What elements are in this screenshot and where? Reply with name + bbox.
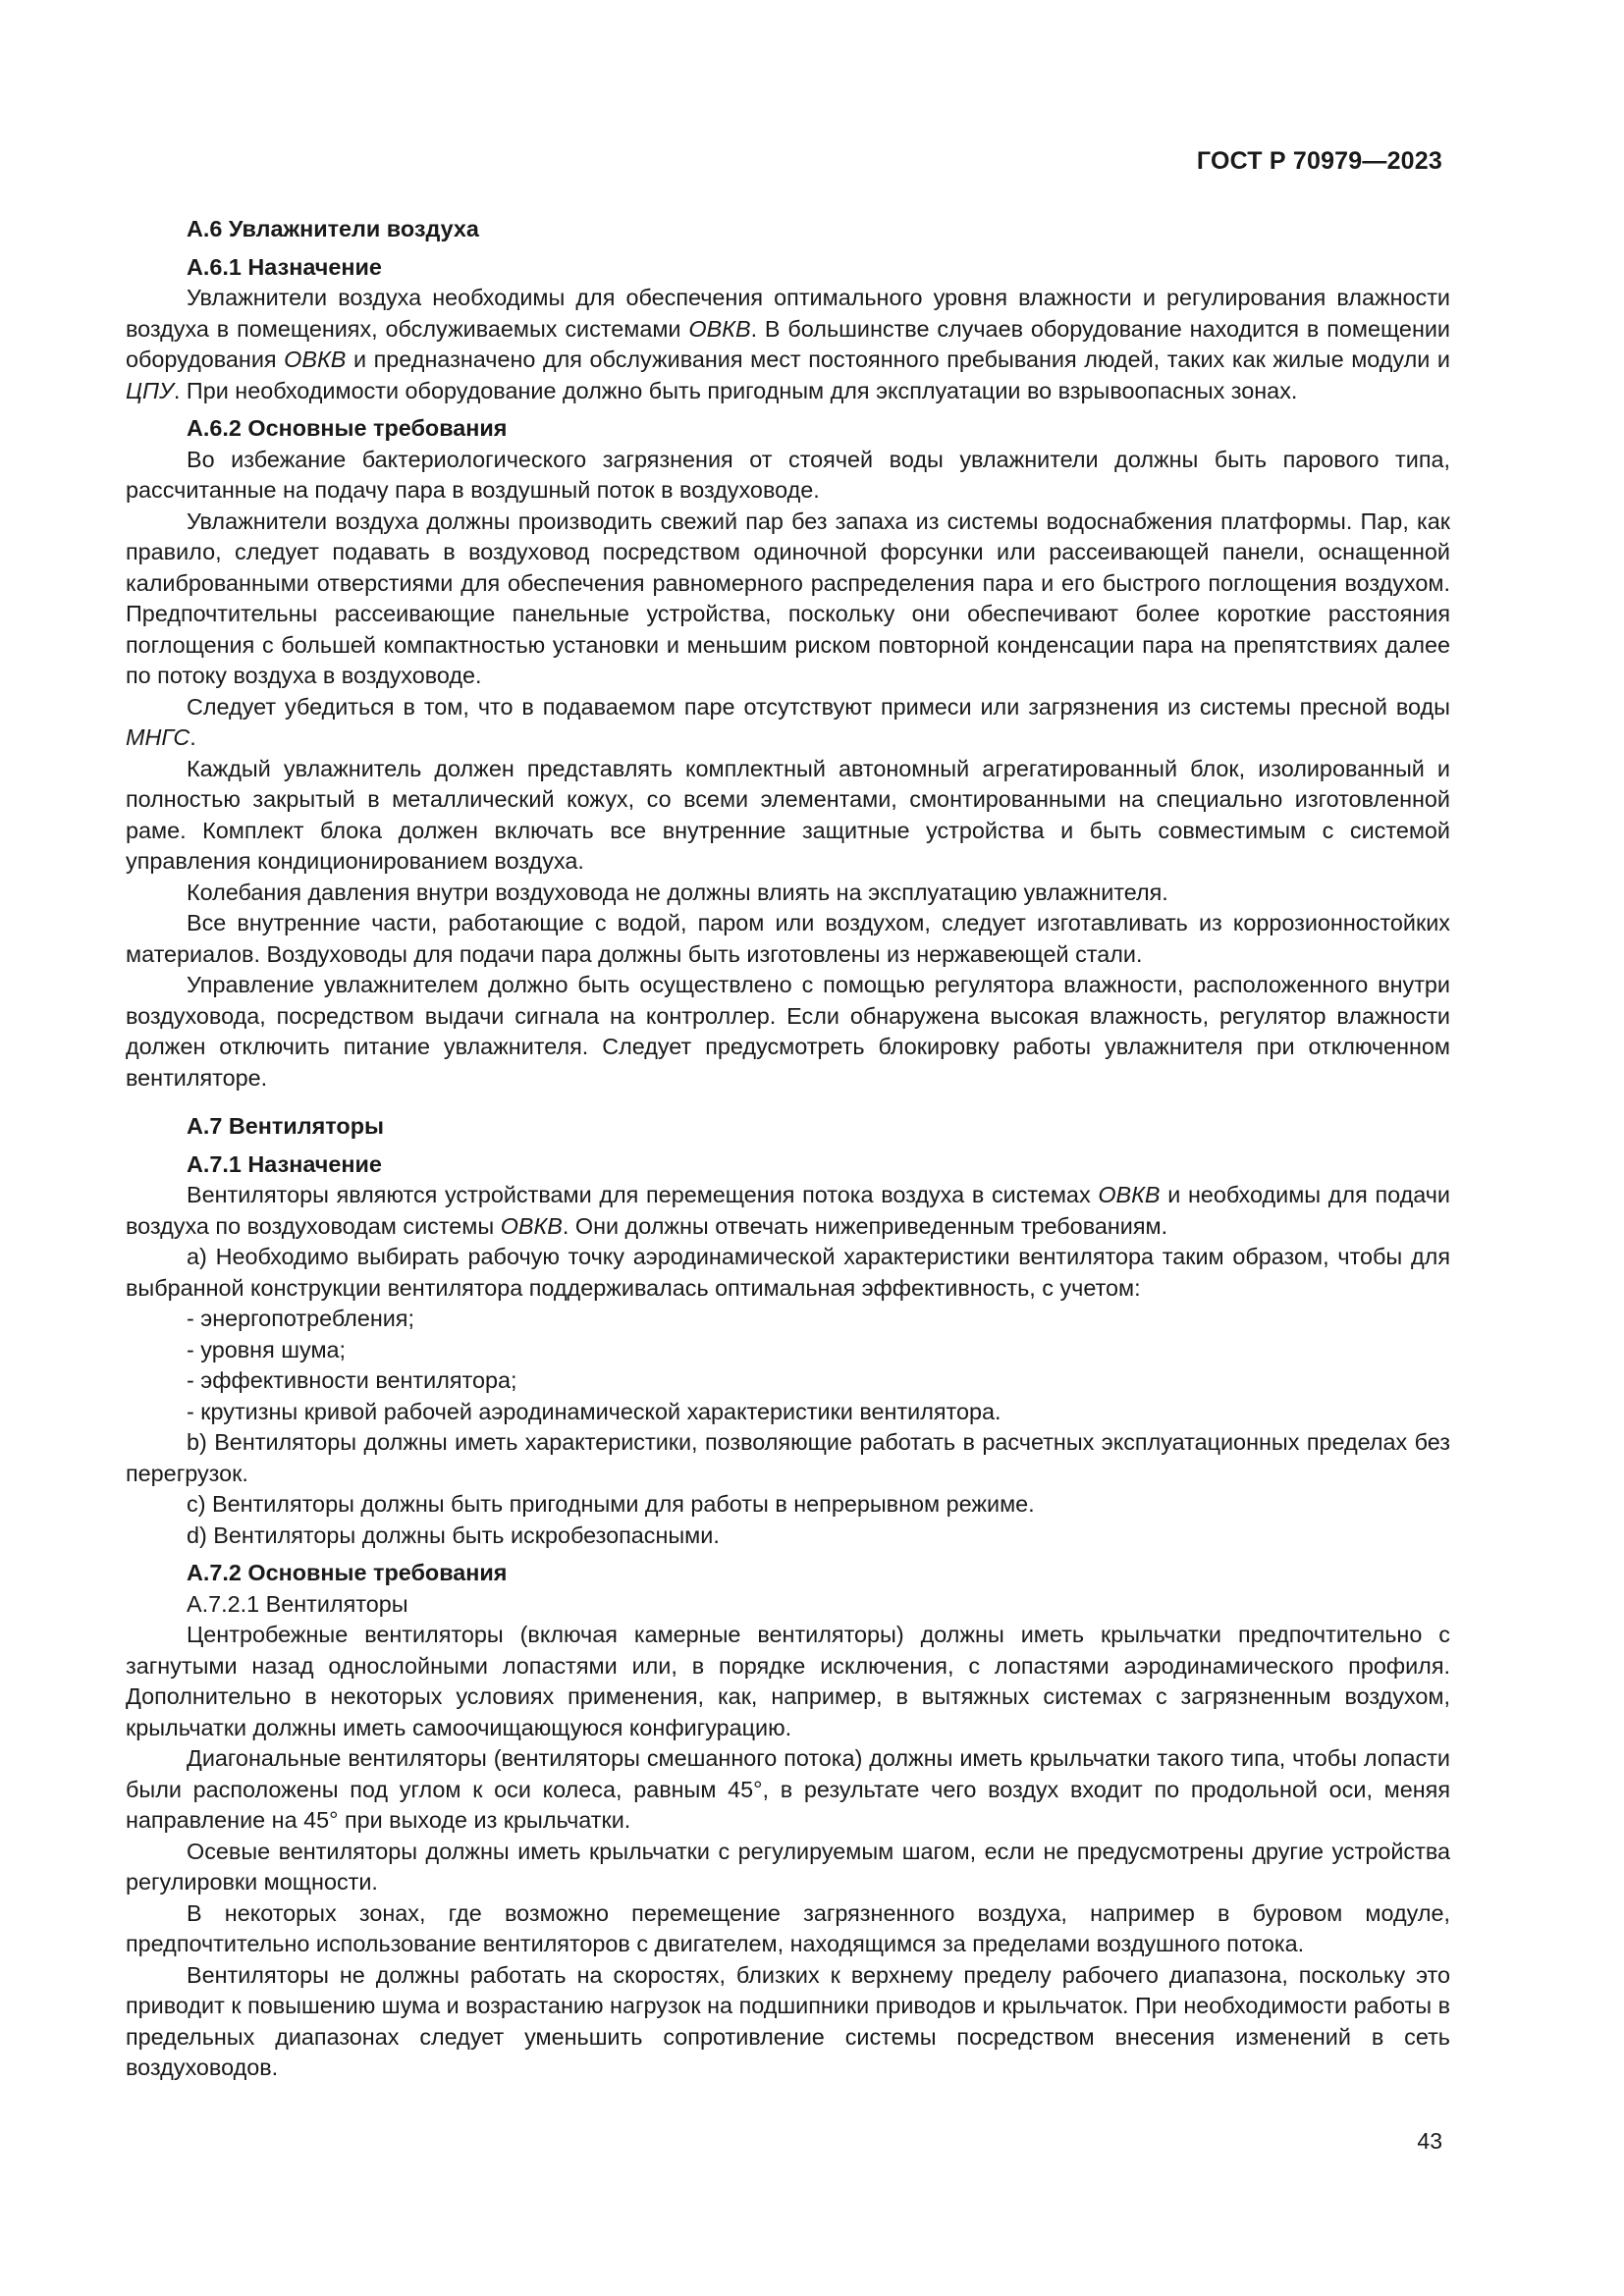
criteria-list bbox=[126, 1304, 1450, 1427]
list-item: - уровня шума; bbox=[187, 1335, 1450, 1366]
paragraph: Увлажнители воздуха необходимы для обеспечения оптимального уровня влажности и регулирования влажности воздуха в помещениях, обслуживаемых системами ОВКВ. В большинстве случаев оборудование находится в помещении оборудования ОВКВ и предназначено для обслуживания мест постоянного пребывания людей, таких как жилые модули и ЦПУ. При необходимости оборудование должно быть пригодным для эксплуатации во взрывоопасных зонах. bbox=[126, 285, 1450, 403]
paragraph: Осевые вентиляторы должны иметь крыльчатки с регулируемым шагом, если не предусмотрены другие устройства регулировки мощности. bbox=[126, 1838, 1450, 1895]
paragraph: Центробежные вентиляторы (включая камерные вентиляторы) должны иметь крыльчатки предпочтительно с загнутыми назад однослойными лопастями или, в порядке исключения, с лопастями аэродинамического профиля. Дополнительно в некоторых условиях применения, как, например, в вытяжных системах с загрязненным воздухом, крыльчатки должны иметь самоочищающуюся конфигурацию. bbox=[126, 1622, 1450, 1740]
paragraph: В некоторых зонах, где возможно перемещение загрязненного воздуха, например в буровом модуле, предпочтительно использование вентиляторов с двигателем, находящимся за пределами воздушного потока. bbox=[126, 1899, 1450, 1956]
paragraph: Все внутренние части, работающие с водой, паром или воздухом, следует изготавливать из коррозионностойких материалов. Воздуховоды для подачи пара должны быть изготовлены из нержавеющей стали. bbox=[126, 910, 1450, 967]
list-item: - крутизны кривой рабочей аэродинамической характеристики вентилятора. bbox=[187, 1397, 1450, 1428]
paragraph: Каждый увлажнитель должен представлять комплектный автономный агрегатированный блок, изолированный и полностью закрытый в металлический кожух, со всеми элементами, смонтированными на специально изготовленной раме. Комплект блока должен включать все внутренние защитные устройства и быть совместимым с системой управления кондиционированием воздуха. bbox=[126, 755, 1450, 874]
list-item: - эффективности вентилятора; bbox=[187, 1365, 1450, 1397]
page-body bbox=[126, 147, 1450, 2084]
section-a6-2-title: А.6.2 Основные требования bbox=[187, 415, 508, 441]
section-a7-title: А.7 Вентиляторы bbox=[187, 1113, 384, 1139]
paragraph: Диагональные вентиляторы (вентиляторы смешанного потока) должны иметь крыльчатки такого типа, чтобы лопасти были расположены под углом к оси колеса, равным 45°, в результате чего воздух входит по продольной оси, меняя направление на 45° при выходе из крыльчатки. bbox=[126, 1745, 1450, 1833]
list-item-d: d) Вентиляторы должны быть искробезопасными. bbox=[187, 1522, 720, 1548]
paragraph: Увлажнители воздуха должны производить свежий пар без запаха из системы водоснабжения платформы. Пар, как правило, следует подавать в воздуховод посредством одиночной форсунки или рассеивающей панели, оснащенной калиброванными отверстиями для обеспечения равномерного распределения пара и его быстрого поглощения воздухом. Предпочтительны рассеивающие панельные устройства, поскольку они обеспечивают более короткие расстояния поглощения с большей компактностью установки и меньшим риском повторной конденсации пара на препятствиях далее по потоку воздуха в воздуховоде. bbox=[126, 507, 1450, 688]
paragraph: Колебания давления внутри воздуховода не должны влиять на эксплуатацию увлажнителя. bbox=[187, 879, 1168, 905]
paragraph: Вентиляторы являются устройствами для перемещения потока воздуха в системах ОВКВ и необходимы для подачи воздуха по воздуховодам системы ОВКВ. Они должны отвечать нижеприведенным требованиям. bbox=[126, 1182, 1450, 1239]
list-item-b: b) Вентиляторы должны иметь характеристики, позволяющие работать в расчетных эксплуатационных пределах без перегрузок. bbox=[126, 1429, 1450, 1486]
list-item-a: а) Необходимо выбирать рабочую точку аэродинамической характеристики вентилятора таким образом, чтобы для выбранной конструкции вентилятора поддерживалась оптимальная эффективность, с учетом: bbox=[126, 1244, 1450, 1301]
paragraph: Вентиляторы не должны работать на скоростях, близких к верхнему пределу рабочего диапазона, поскольку это приводит к повышению шума и возрастанию нагрузок на подшипники приводов и крыльчаток. При необходимости работы в предельных диапазонах следует уменьшить сопротивление системы посредством внесения изменений в сеть воздуховодов. bbox=[126, 1961, 1450, 2080]
section-a6-1-title: А.6.1 Назначение bbox=[187, 253, 382, 280]
paragraph: Следует убедиться в том, что в подаваемом паре отсутствуют примеси или загрязнения из системы пресной воды МНГС. bbox=[126, 693, 1450, 750]
section-a6-title: А.6 Увлажнители воздуха bbox=[187, 216, 479, 241]
page-number: 43 bbox=[1417, 2128, 1442, 2154]
section-a7-2-title: А.7.2 Основные требования bbox=[187, 1560, 508, 1585]
section-a7-2-1-title: А.7.2.1 Вентиляторы bbox=[187, 1590, 408, 1617]
section-a7-1-title: А.7.1 Назначение bbox=[187, 1150, 382, 1177]
list-item-c: c) Вентиляторы должны быть пригодными для работы в непрерывном режиме. bbox=[187, 1491, 1035, 1517]
paragraph: Во избежание бактериологического загрязнения от стоячей воды увлажнители должны быть парового типа, рассчитанные на подачу пара в воздушный поток в воздуховоде. bbox=[126, 446, 1450, 503]
list-item: - энергопотребления; bbox=[187, 1304, 1450, 1335]
document-code: ГОСТ Р 70979—2023 bbox=[1196, 147, 1442, 175]
paragraph: Управление увлажнителем должно быть осуществлено с помощью регулятора влажности, расположенного внутри воздуховода, посредством выдачи сигнала на контроллер. Если обнаружена высокая влажность, регулятор влажности должен отключить питание увлажнителя. Следует предусмотреть блокировку работы увлажнителя при отключенном вентиляторе. bbox=[126, 972, 1450, 1091]
